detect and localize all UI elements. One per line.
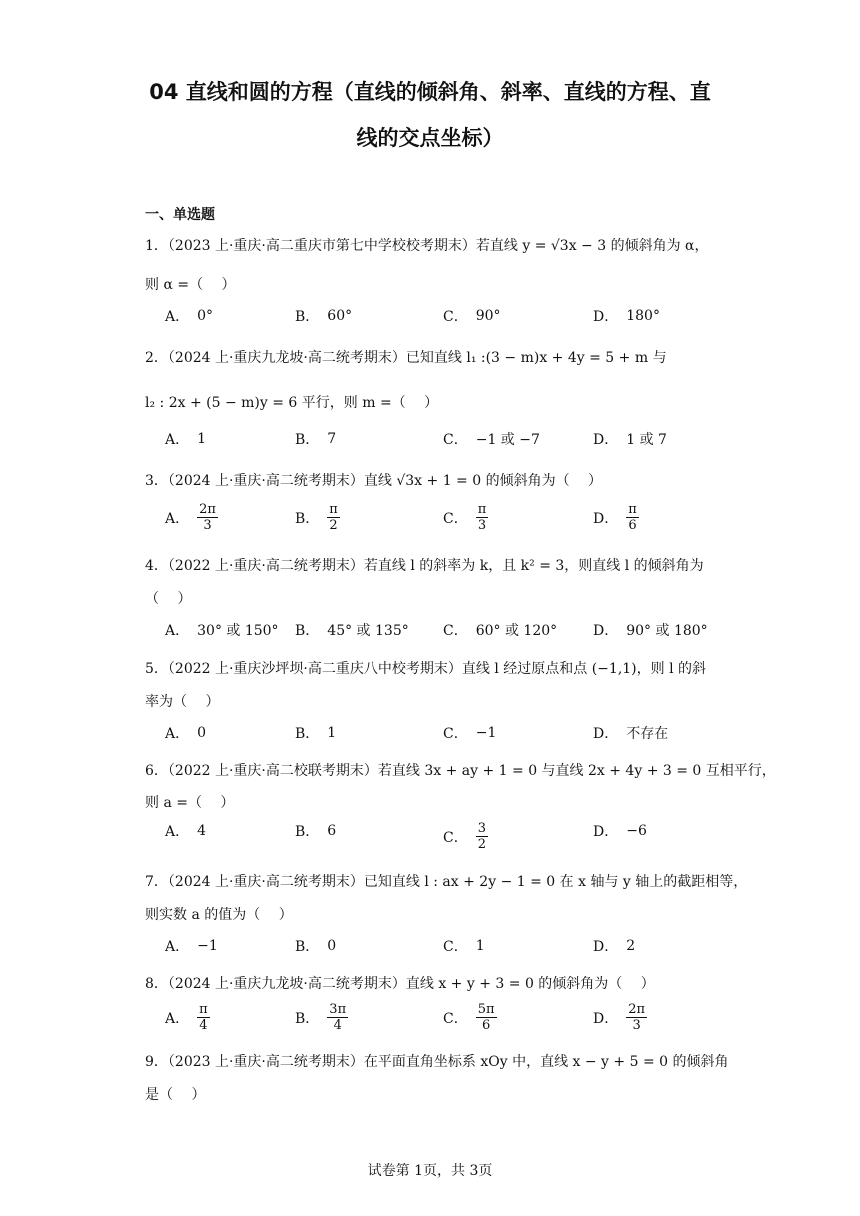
option-label: D． bbox=[593, 726, 619, 742]
fraction-numerator: 5π bbox=[477, 1002, 495, 1017]
option-d bbox=[593, 620, 708, 640]
option-a bbox=[165, 821, 206, 841]
fraction-numerator: 2π bbox=[199, 502, 216, 517]
option-label: A． bbox=[165, 726, 190, 742]
question-1-text: 1．（2023 上·重庆·高二重庆市第七中学校校考期末）若直线 y = √3x − 3 的倾斜角为 α， bbox=[145, 238, 709, 254]
option-value: 90° bbox=[475, 308, 501, 324]
question-4-options bbox=[165, 620, 725, 654]
page-footer: 试卷第 1页，共 3页 bbox=[367, 1163, 493, 1179]
option-b bbox=[295, 723, 336, 743]
option-c bbox=[443, 502, 488, 533]
document-title-line-2: 线的交点坐标） bbox=[356, 126, 504, 150]
question-9-text: 是（ ） bbox=[145, 1087, 206, 1103]
option-d bbox=[593, 429, 667, 449]
option-value: 2 bbox=[626, 938, 636, 954]
fraction-denominator: 6 bbox=[628, 518, 637, 533]
option-label: D． bbox=[593, 824, 619, 840]
option-value: 7 bbox=[327, 431, 337, 447]
option-d bbox=[593, 723, 668, 743]
question-4-text: 4．（2022 上·重庆·高二统考期末）若直线 l 的斜率为 k，且 k² = 3，则直线 l 的倾斜角为 bbox=[145, 558, 704, 574]
question-2-text: l₂ : 2x + (5 − m)y = 6 平行，则 m =（ ） bbox=[145, 395, 439, 411]
fraction-numerator: 3 bbox=[477, 821, 486, 836]
option-value: 45° 或 135° bbox=[327, 623, 409, 639]
question-5-text: 率为（ ） bbox=[145, 694, 220, 710]
question-6-options bbox=[165, 821, 725, 855]
option-label: C． bbox=[443, 939, 468, 955]
option-label: B． bbox=[295, 510, 320, 527]
option-label: B． bbox=[295, 824, 320, 840]
option-label: A． bbox=[165, 1010, 190, 1027]
option-value: 1 bbox=[327, 725, 337, 741]
fraction-denominator: 6 bbox=[481, 1018, 491, 1033]
option-value: −1 bbox=[197, 938, 218, 954]
fraction bbox=[197, 502, 218, 533]
option-label: B． bbox=[295, 309, 320, 325]
option-label: A． bbox=[165, 432, 190, 448]
option-a bbox=[165, 306, 213, 326]
document-title-line-1: 04 直线和圆的方程（直线的倾斜角、斜率、直线的方程、直 bbox=[149, 80, 711, 104]
question-1-options bbox=[165, 306, 725, 340]
question-7-options bbox=[165, 936, 725, 970]
fraction-denominator: 2 bbox=[329, 518, 338, 533]
fraction-numerator: π bbox=[329, 502, 338, 517]
question-2-text: 2．（2024 上·重庆九龙坡·高二统考期末）已知直线 l₁ :(3 − m)x + 4y = 5 + m 与 bbox=[145, 350, 667, 366]
question-9-text: 9．（2023 上·重庆·高二统考期末）在平面直角坐标系 xOy 中，直线 x − y + 5 = 0 的倾斜角 bbox=[145, 1054, 729, 1070]
fraction bbox=[327, 1002, 348, 1033]
option-c bbox=[443, 620, 557, 640]
question-4-text: （ ） bbox=[145, 591, 192, 607]
option-c bbox=[443, 429, 540, 449]
option-a bbox=[165, 1002, 210, 1033]
option-b bbox=[295, 306, 352, 326]
option-c bbox=[443, 723, 496, 743]
fraction bbox=[476, 821, 488, 852]
option-c bbox=[443, 821, 488, 852]
option-label: A． bbox=[165, 309, 190, 325]
option-value: −1 bbox=[475, 725, 497, 741]
option-label: C． bbox=[443, 829, 468, 846]
option-c bbox=[443, 936, 485, 956]
option-label: C． bbox=[443, 432, 468, 448]
fraction-denominator: 3 bbox=[203, 518, 212, 533]
fraction-denominator: 2 bbox=[477, 837, 486, 852]
question-3-text: 3．（2024 上·重庆·高二统考期末）直线 √3x + 1 = 0 的倾斜角为（ ） bbox=[145, 473, 603, 489]
option-d bbox=[593, 1002, 647, 1033]
fraction bbox=[626, 502, 639, 533]
option-label: B． bbox=[295, 623, 320, 639]
option-label: D． bbox=[593, 1010, 619, 1027]
question-2-options bbox=[165, 429, 725, 463]
option-a bbox=[165, 620, 279, 640]
option-d bbox=[593, 821, 647, 841]
option-value: 6 bbox=[327, 823, 337, 839]
option-value: 0 bbox=[327, 938, 337, 954]
option-label: B． bbox=[295, 939, 320, 955]
option-a bbox=[165, 502, 218, 533]
fraction-numerator: π bbox=[477, 502, 487, 517]
option-label: A． bbox=[165, 824, 190, 840]
fraction bbox=[626, 1002, 647, 1033]
option-b bbox=[295, 821, 336, 841]
option-value: 4 bbox=[197, 823, 207, 839]
section-heading: 一、单选题 bbox=[145, 207, 215, 223]
option-label: B． bbox=[295, 432, 320, 448]
option-label: C． bbox=[443, 1010, 468, 1027]
option-b bbox=[295, 429, 336, 449]
question-8-text: 8．（2024 上·重庆九龙坡·高二统考期末）直线 x + y + 3 = 0 的倾斜角为（ ） bbox=[145, 976, 655, 992]
option-value: −1 或 −7 bbox=[475, 432, 540, 448]
option-value: 1 或 7 bbox=[626, 432, 667, 448]
option-c bbox=[443, 1002, 497, 1033]
option-label: C． bbox=[443, 309, 468, 325]
fraction bbox=[327, 502, 340, 533]
option-value: 1 bbox=[197, 431, 207, 447]
fraction-denominator: 4 bbox=[333, 1018, 342, 1033]
option-value: 90° 或 180° bbox=[626, 623, 708, 639]
option-label: D． bbox=[593, 510, 619, 527]
option-value: 0 bbox=[197, 725, 207, 741]
option-d bbox=[593, 936, 635, 956]
fraction bbox=[197, 1002, 210, 1033]
option-label: A． bbox=[165, 623, 190, 639]
fraction-denominator: 3 bbox=[632, 1018, 641, 1033]
option-value: 60° 或 120° bbox=[475, 623, 558, 639]
option-value: 180° bbox=[626, 308, 660, 324]
fraction-denominator: 3 bbox=[477, 518, 487, 533]
option-label: A． bbox=[165, 510, 190, 527]
option-label: B． bbox=[295, 1010, 320, 1027]
option-label: A． bbox=[165, 939, 190, 955]
fraction-numerator: 3π bbox=[329, 1002, 347, 1017]
option-label: B． bbox=[295, 726, 320, 742]
option-b bbox=[295, 936, 336, 956]
option-value: −6 bbox=[626, 823, 647, 839]
question-7-text: 7．（2024 上·重庆·高二统考期末）已知直线 l : ax + 2y − 1 = 0 在 x 轴与 y 轴上的截距相等， bbox=[145, 874, 748, 890]
question-8-options bbox=[165, 1002, 725, 1036]
option-label: D． bbox=[593, 939, 619, 955]
fraction bbox=[476, 1002, 497, 1033]
option-d bbox=[593, 502, 639, 533]
option-label: D． bbox=[593, 623, 619, 639]
option-label: C． bbox=[443, 510, 468, 527]
option-a bbox=[165, 429, 206, 449]
option-b bbox=[295, 502, 340, 533]
option-label: C． bbox=[443, 623, 468, 639]
option-label: C． bbox=[443, 726, 468, 742]
option-label: D． bbox=[593, 432, 619, 448]
option-value: 不存在 bbox=[626, 726, 669, 742]
option-label: D． bbox=[593, 309, 619, 325]
option-d bbox=[593, 306, 660, 326]
question-5-options bbox=[165, 723, 725, 757]
fraction-numerator: 2π bbox=[628, 1002, 646, 1017]
option-value: 60° bbox=[327, 308, 353, 324]
question-6-text: 6．（2022 上·重庆·高二校联考期末）若直线 3x + ay + 1 = 0 与直线 2x + 4y + 3 = 0 互相平行， bbox=[145, 763, 776, 779]
question-3-options bbox=[165, 502, 725, 536]
option-value: 0° bbox=[197, 308, 214, 324]
fraction-denominator: 4 bbox=[199, 1018, 208, 1033]
option-b bbox=[295, 1002, 348, 1033]
fraction bbox=[476, 502, 489, 533]
question-6-text: 则 a =（ ） bbox=[145, 795, 235, 811]
option-value: 1 bbox=[475, 938, 485, 954]
option-c bbox=[443, 306, 501, 326]
option-a bbox=[165, 936, 218, 956]
question-7-text: 则实数 a 的值为（ ） bbox=[145, 907, 293, 923]
question-5-text: 5．（2022 上·重庆沙坪坝·高二重庆八中校考期末）直线 l 经过原点和点 (−1,1)，则 l 的斜 bbox=[145, 661, 707, 677]
fraction-numerator: π bbox=[628, 502, 637, 517]
question-1-text: 则 α =（ ） bbox=[145, 277, 236, 293]
fraction-numerator: π bbox=[199, 1002, 208, 1017]
option-a bbox=[165, 723, 206, 743]
option-value: 30° 或 150° bbox=[197, 623, 279, 639]
option-b bbox=[295, 620, 409, 640]
